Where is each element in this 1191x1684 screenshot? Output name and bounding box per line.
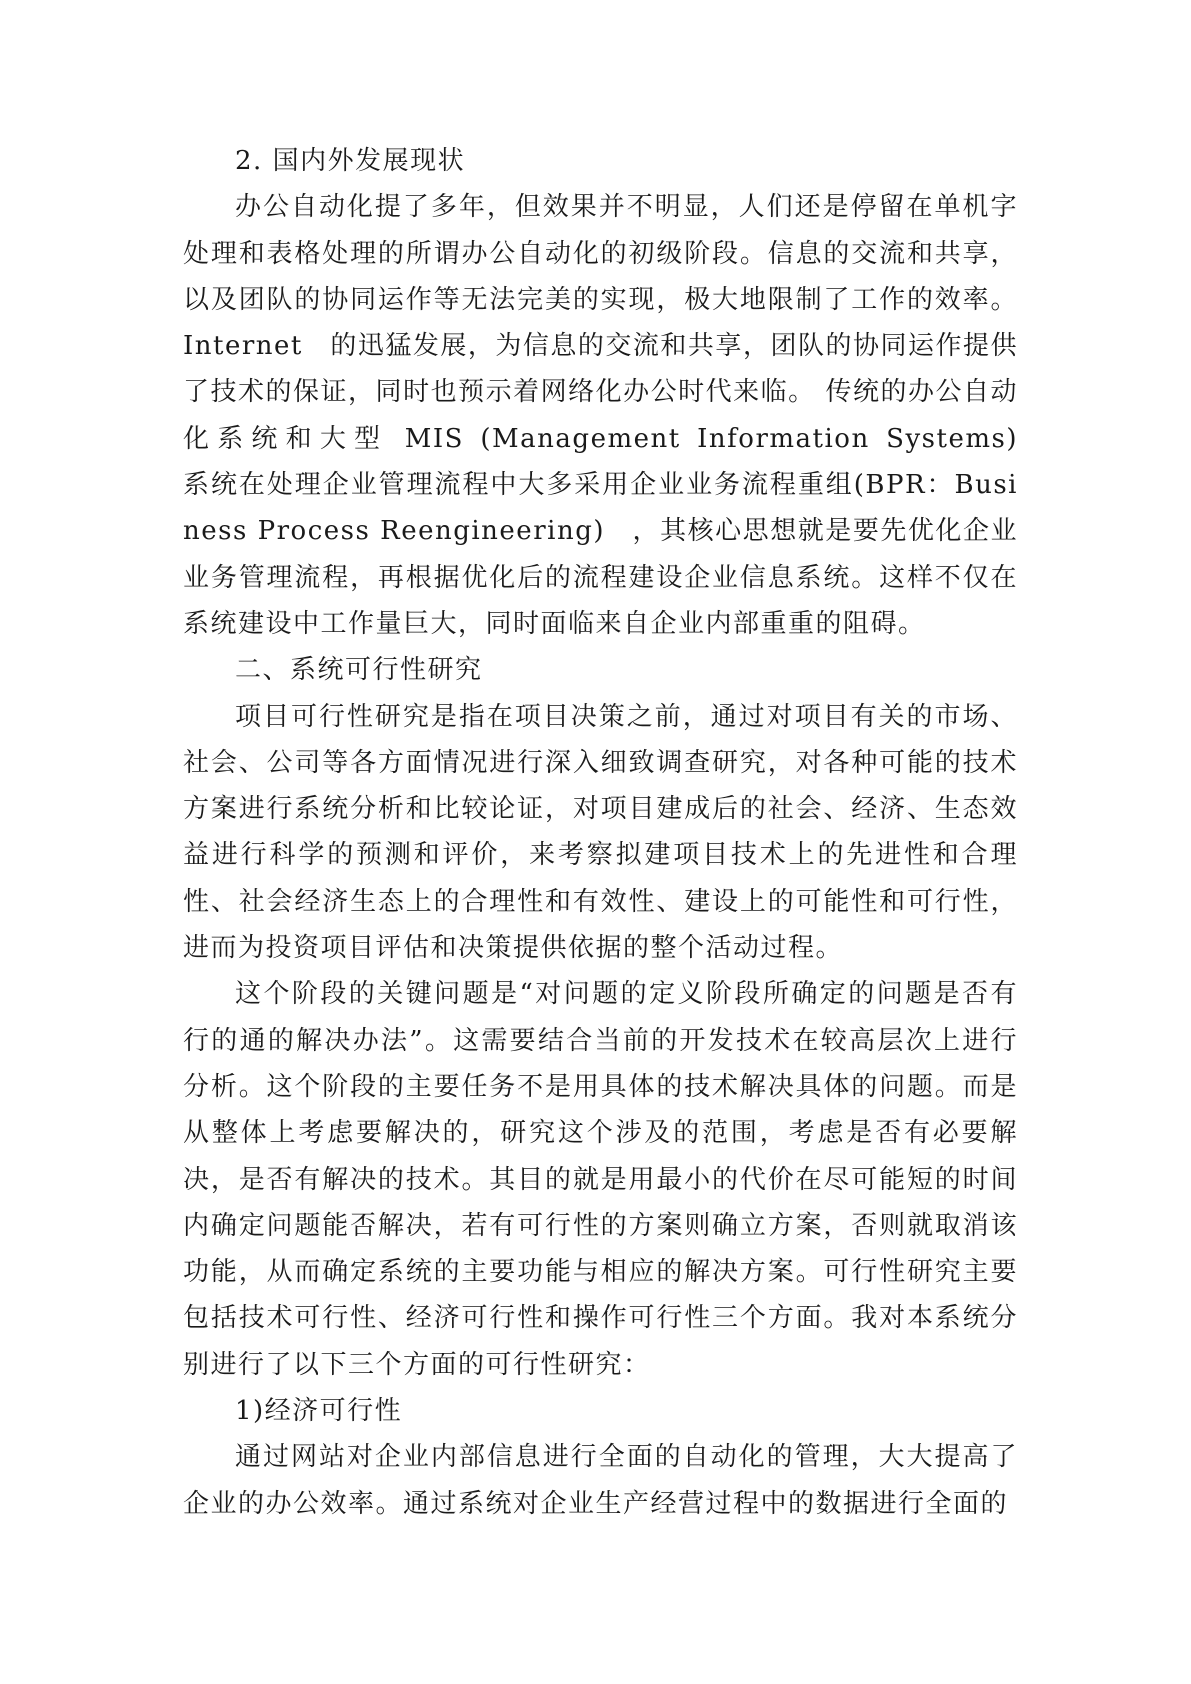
paragraph-feasibility-definition: 项目可行性研究是指在项目决策之前，通过对项目有关的市场、社会、公司等各方面情况进行深入细致调查研究，对各种可能的技术方案进行系统分析和比较论证，对项目建成后的社会、经济、生态效益进行科学的预测和评价，来考察拟建项目技术上的先进性和合理性、社会经济生态上的合理性和有效性、建设上的可能性和可行性，进而为投资项目评估和决策提供依据的整个活动过程。 [183,701,1018,964]
subheading-economic-feasibility: 1)经济可行性 [235,1396,403,1427]
section-heading-domestic-status: 2. 国内外发展现状 [235,146,466,176]
section-heading-feasibility: 二、系统可行性研究 [235,655,483,686]
paragraph-key-problem: 这个阶段的关键问题是“对问题的定义阶段所确定的问题是否有行的通的解决办法”。这需要结合当前的开发技术在较高层次上进行分析。这个阶段的主要任务不是用具体的技术解决具体的问题。而是从整体上考虑要解决的，研究这个涉及的范围，考虑是否有必要解决，是否有解决的技术。其目的就是用最小的代价在尽可能短的时间内确定问题能否解决，若有可行性的方案则确立方案，否则就取消该功能，从而确定系统的主要功能与相应的解决方案。可行性研究主要包括技术可行性、经济可行性和操作可行性三个方面。我对本系统分别进行了以下三个方面的可行性研究： [183,979,1018,1380]
paragraph-economic-feasibility: 通过网站对企业内部信息进行全面的自动化的管理，大大提高了企业的办公效率。通过系统对企业生产经营过程中的数据进行全面的 [183,1442,1018,1519]
document-body [183,138,1074,1527]
paragraph-oa-background: 办公自动化提了多年，但效果并不明显，人们还是停留在单机字处理和表格处理的所谓办公自动化的初级阶段。信息的交流和共享，以及团队的协同运作等无法完美的实现，极大地限制了工作的效率。Internet 的迅猛发展，为信息的交流和共享，团队的协同运作提供了技术的保证，同时也预示着网络化办公时代来临。 传统的办公自动化系统和大型 MIS (Management Information Systems) 系统在处理企业管理流程中大多采用企业业务流程重组(BPR：Business Process Reengineering) ，其核心思想就是要先优化企业业务管理流程，再根据优化后的流程建设企业信息系统。这样不仅在系统建设中工作量巨大，同时面临来自企业内部重重的阻碍。 [183,192,1074,639]
